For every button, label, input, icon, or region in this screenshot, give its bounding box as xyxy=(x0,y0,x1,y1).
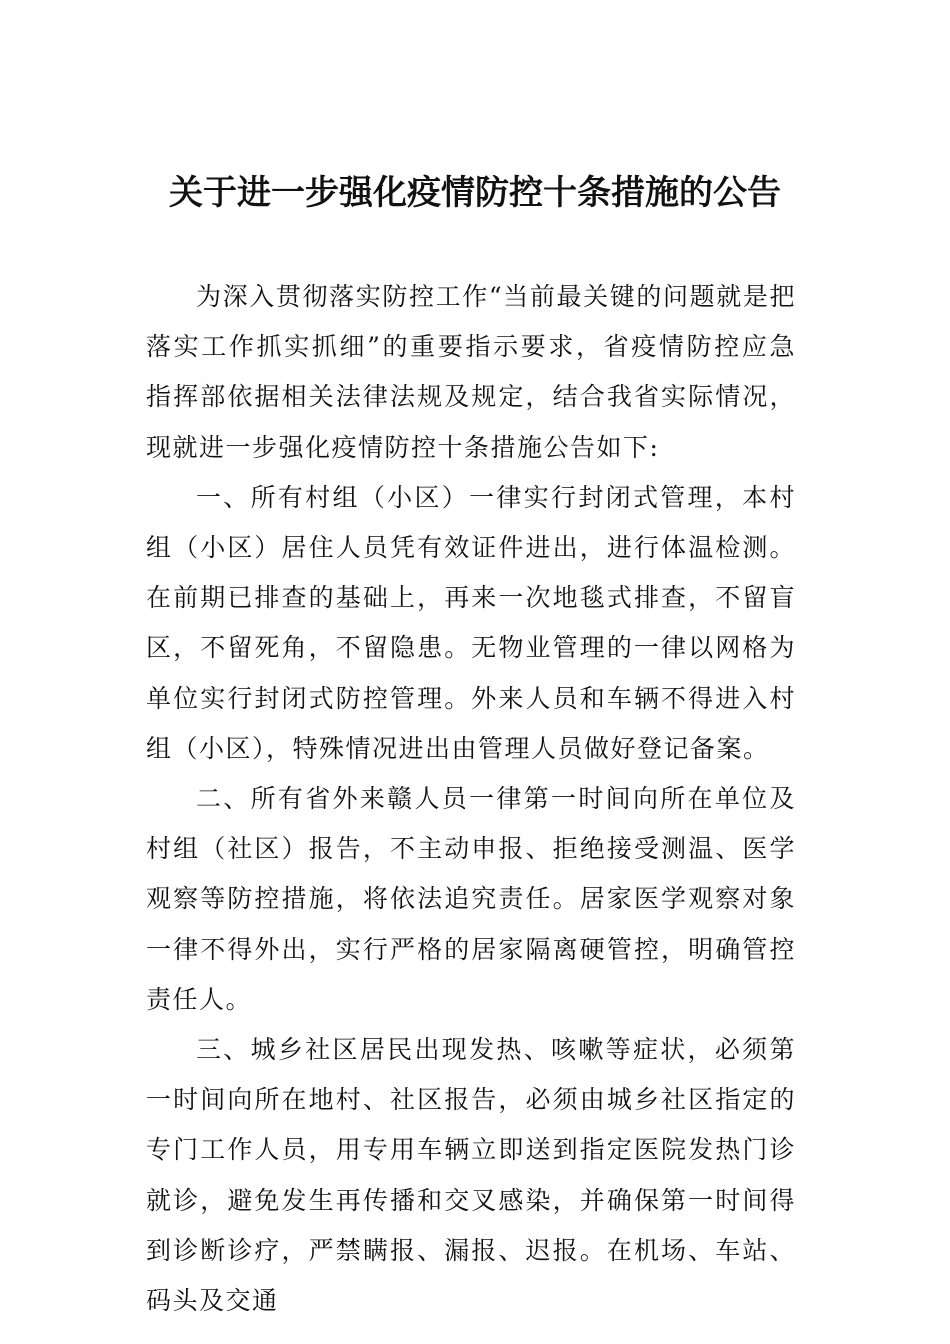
paragraph-measure-3: 三、城乡社区居民出现发热、咳嗽等症状，必须第一时间向所在地村、社区报告，必须由城乡社区指定的专门工作人员，用专用车辆立即送到指定医院发热门诊就诊，避免发生再传播和交叉感染，并确保第一时间得到诊断诊疗，严禁瞒报、漏报、迟报。在机场、车站、码头及交通 xyxy=(146,1035,796,1316)
document-body xyxy=(146,272,796,1326)
paragraph-intro: 为深入贯彻落实防控工作“当前最关键的问题就是把落实工作抓实抓细”的重要指示要求，省疫情防控应急指挥部依据相关法律法规及规定，结合我省实际情况，现就进一步强化疫情防控十条措施公告如下: xyxy=(146,282,796,462)
document-title: 关于进一步强化疫情防控十条措施的公告 xyxy=(169,173,781,213)
paragraph-measure-1: 一、所有村组（小区）一律实行封闭式管理，本村组（小区）居住人员凭有效证件进出，进行体温检测。在前期已排查的基础上，再来一次地毯式排查，不留盲区，不留死角，不留隐患。无物业管理的一律以网格为单位实行封闭式防控管理。外来人员和车辆不得进入村组（小区），特殊情况进出由管理人员做好登记备案。 xyxy=(146,482,796,763)
paragraph-measure-2: 二、所有省外来赣人员一律第一时间向所在单位及村组（社区）报告，不主动申报、拒绝接受测温、医学观察等防控措施，将依法追究责任。居家医学观察对象一律不得外出，实行严格的居家隔离硬管控，明确管控责任人。 xyxy=(146,784,796,1014)
